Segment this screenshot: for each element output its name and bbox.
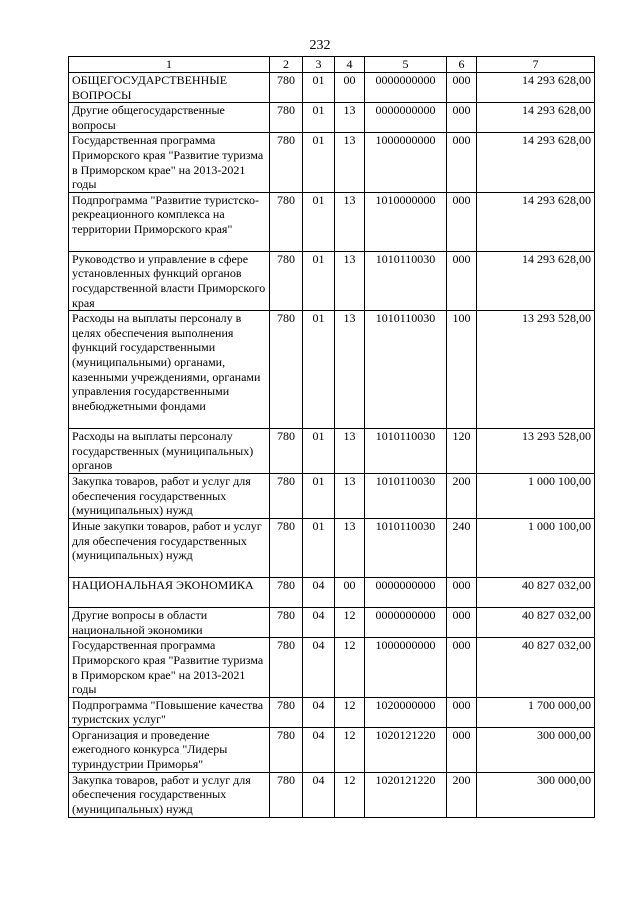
row-section-cell: 04 — [303, 772, 335, 817]
row-ved-cell: 780 — [270, 608, 303, 638]
row-target-article-cell: 1010110030 — [365, 519, 447, 578]
table-row — [69, 251, 595, 310]
row-subsection-cell: 00 — [335, 578, 365, 608]
row-amount-cell: 14 293 628,00 — [477, 103, 595, 133]
table-row — [69, 727, 595, 772]
row-subsection-cell: 13 — [335, 133, 365, 192]
row-ved-cell: 780 — [270, 103, 303, 133]
row-section-cell: 01 — [303, 251, 335, 310]
row-amount-cell: 14 293 628,00 — [477, 73, 595, 103]
row-expense-type-cell: 000 — [447, 638, 477, 697]
row-section-cell: 01 — [303, 429, 335, 474]
row-section-cell: 01 — [303, 133, 335, 192]
row-target-article-cell: 1010110030 — [365, 474, 447, 519]
row-name-cell: Расходы на выплаты персоналу государственных (муниципальных) органов — [69, 429, 270, 474]
row-section-cell: 04 — [303, 578, 335, 608]
row-expense-type-cell: 000 — [447, 73, 477, 103]
row-subsection-cell: 00 — [335, 73, 365, 103]
row-amount-cell: 1 700 000,00 — [477, 697, 595, 727]
row-amount-cell: 40 827 032,00 — [477, 578, 595, 608]
row-name-cell: Другие вопросы в области национальной экономики — [69, 608, 270, 638]
row-section-cell: 01 — [303, 192, 335, 251]
row-expense-type-cell: 000 — [447, 251, 477, 310]
row-ved-cell: 780 — [270, 251, 303, 310]
table-row — [69, 311, 595, 429]
row-name-cell: Другие общегосударственные вопросы — [69, 103, 270, 133]
table-row — [69, 578, 595, 608]
row-section-cell: 01 — [303, 103, 335, 133]
column-header: 6 — [447, 57, 477, 73]
page-number: 232 — [309, 38, 331, 53]
column-header: 3 — [303, 57, 335, 73]
row-ved-cell: 780 — [270, 133, 303, 192]
column-header: 1 — [69, 57, 270, 73]
row-expense-type-cell: 240 — [447, 519, 477, 578]
row-target-article-cell: 1010110030 — [365, 251, 447, 310]
row-subsection-cell: 13 — [335, 519, 365, 578]
row-ved-cell: 780 — [270, 697, 303, 727]
row-subsection-cell: 13 — [335, 103, 365, 133]
row-amount-cell: 1 000 100,00 — [477, 519, 595, 578]
row-amount-cell: 300 000,00 — [477, 772, 595, 817]
row-section-cell: 01 — [303, 73, 335, 103]
row-ved-cell: 780 — [270, 772, 303, 817]
row-subsection-cell: 13 — [335, 474, 365, 519]
column-header: 2 — [270, 57, 303, 73]
table-row — [69, 638, 595, 697]
row-amount-cell: 14 293 628,00 — [477, 133, 595, 192]
row-subsection-cell: 12 — [335, 608, 365, 638]
table-row — [69, 608, 595, 638]
row-name-cell: Организация и проведение ежегодного конкурса "Лидеры туриндустрии Приморья" — [69, 727, 270, 772]
row-target-article-cell: 1000000000 — [365, 638, 447, 697]
row-ved-cell: 780 — [270, 519, 303, 578]
row-name-cell: Подпрограмма "Повышение качества туристских услуг" — [69, 697, 270, 727]
row-expense-type-cell: 200 — [447, 772, 477, 817]
row-subsection-cell: 13 — [335, 429, 365, 474]
row-subsection-cell: 12 — [335, 772, 365, 817]
row-subsection-cell: 12 — [335, 697, 365, 727]
row-expense-type-cell: 000 — [447, 608, 477, 638]
row-amount-cell: 14 293 628,00 — [477, 251, 595, 310]
row-section-cell: 01 — [303, 519, 335, 578]
table-row — [69, 519, 595, 578]
table-row — [69, 192, 595, 251]
row-section-cell: 01 — [303, 311, 335, 429]
row-name-cell: НАЦИОНАЛЬНАЯ ЭКОНОМИКА — [69, 578, 270, 608]
row-amount-cell: 13 293 528,00 — [477, 429, 595, 474]
row-target-article-cell: 1020121220 — [365, 772, 447, 817]
row-subsection-cell: 12 — [335, 638, 365, 697]
row-target-article-cell: 1010110030 — [365, 311, 447, 429]
row-section-cell: 04 — [303, 727, 335, 772]
row-name-cell: ОБЩЕГОСУДАРСТВЕННЫЕ ВОПРОСЫ — [69, 73, 270, 103]
row-target-article-cell: 1000000000 — [365, 133, 447, 192]
row-expense-type-cell: 200 — [447, 474, 477, 519]
row-amount-cell: 14 293 628,00 — [477, 192, 595, 251]
row-amount-cell: 300 000,00 — [477, 727, 595, 772]
row-ved-cell: 780 — [270, 474, 303, 519]
row-name-cell: Иные закупки товаров, работ и услуг для обеспечения государственных (муниципальных) нужд — [69, 519, 270, 578]
table-header-row — [69, 57, 595, 73]
row-name-cell: Руководство и управление в сфере установленных функций органов государственной власти Приморского края — [69, 251, 270, 310]
table-row — [69, 697, 595, 727]
row-ved-cell: 780 — [270, 727, 303, 772]
row-amount-cell: 40 827 032,00 — [477, 638, 595, 697]
row-expense-type-cell: 000 — [447, 578, 477, 608]
table-row — [69, 133, 595, 192]
table-row — [69, 772, 595, 817]
row-ved-cell: 780 — [270, 429, 303, 474]
row-section-cell: 04 — [303, 608, 335, 638]
row-target-article-cell: 1020000000 — [365, 697, 447, 727]
row-expense-type-cell: 000 — [447, 103, 477, 133]
column-header: 7 — [477, 57, 595, 73]
row-target-article-cell: 1010110030 — [365, 429, 447, 474]
row-name-cell: Подпрограмма "Развитие туристско-рекреационного комплекса на территории Приморского края" — [69, 192, 270, 251]
table-row — [69, 73, 595, 103]
row-expense-type-cell: 000 — [447, 133, 477, 192]
row-section-cell: 04 — [303, 697, 335, 727]
row-expense-type-cell: 000 — [447, 192, 477, 251]
row-section-cell: 01 — [303, 474, 335, 519]
row-amount-cell: 1 000 100,00 — [477, 474, 595, 519]
table-row — [69, 429, 595, 474]
row-target-article-cell: 0000000000 — [365, 73, 447, 103]
row-target-article-cell: 1010000000 — [365, 192, 447, 251]
row-amount-cell: 40 827 032,00 — [477, 608, 595, 638]
row-name-cell: Государственная программа Приморского края "Развитие туризма в Приморском крае" на 2013-2021 годы — [69, 133, 270, 192]
row-section-cell: 04 — [303, 638, 335, 697]
budget-table — [68, 56, 595, 818]
table-body — [69, 73, 595, 818]
row-expense-type-cell: 120 — [447, 429, 477, 474]
row-amount-cell: 13 293 528,00 — [477, 311, 595, 429]
row-subsection-cell: 13 — [335, 311, 365, 429]
column-header: 4 — [335, 57, 365, 73]
row-target-article-cell: 0000000000 — [365, 103, 447, 133]
row-target-article-cell: 0000000000 — [365, 608, 447, 638]
row-name-cell: Государственная программа Приморского края "Развитие туризма в Приморском крае" на 2013-2021 годы — [69, 638, 270, 697]
row-subsection-cell: 13 — [335, 251, 365, 310]
row-name-cell: Расходы на выплаты персоналу в целях обеспечения выполнения функций государственными (муниципальными) органами, казенными учреждениями, органами управления государственными внебюджетными фондами — [69, 311, 270, 429]
row-ved-cell: 780 — [270, 73, 303, 103]
row-ved-cell: 780 — [270, 638, 303, 697]
row-name-cell: Закупка товаров, работ и услуг для обеспечения государственных (муниципальных) нужд — [69, 772, 270, 817]
row-subsection-cell: 12 — [335, 727, 365, 772]
row-subsection-cell: 13 — [335, 192, 365, 251]
column-header: 5 — [365, 57, 447, 73]
row-target-article-cell: 0000000000 — [365, 578, 447, 608]
table-row — [69, 103, 595, 133]
row-ved-cell: 780 — [270, 311, 303, 429]
row-expense-type-cell: 000 — [447, 727, 477, 772]
row-name-cell: Закупка товаров, работ и услуг для обеспечения государственных (муниципальных) нужд — [69, 474, 270, 519]
row-ved-cell: 780 — [270, 578, 303, 608]
row-expense-type-cell: 000 — [447, 697, 477, 727]
row-target-article-cell: 1020121220 — [365, 727, 447, 772]
table-row — [69, 474, 595, 519]
row-expense-type-cell: 100 — [447, 311, 477, 429]
row-ved-cell: 780 — [270, 192, 303, 251]
